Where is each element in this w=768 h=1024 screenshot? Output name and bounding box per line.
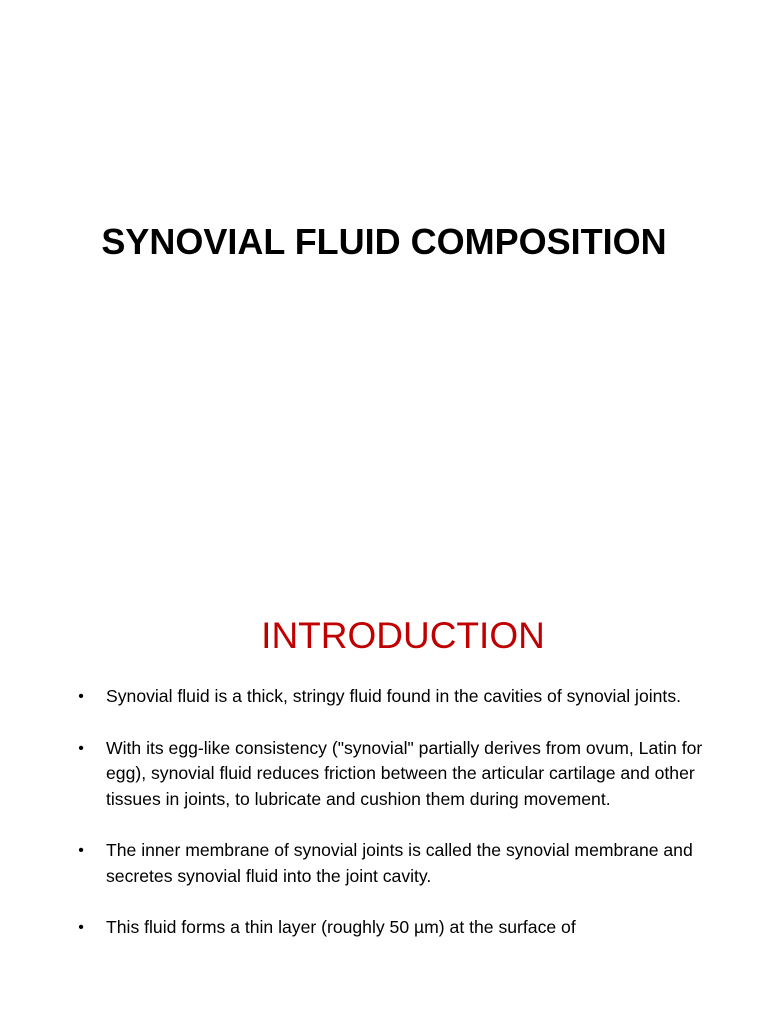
- bullet-list: [74, 684, 714, 967]
- bullet-text: Synovial fluid is a thick, stringy fluid found in the cavities of synovial joints.: [106, 686, 682, 706]
- bullet-item: [74, 736, 714, 813]
- bullet-dot-icon: •: [78, 739, 84, 757]
- bullet-text: This fluid forms a thin layer (roughly 50 µm) at the surface of: [106, 917, 576, 937]
- bullet-dot-icon: •: [78, 919, 84, 936]
- section-heading: INTRODUCTION: [261, 615, 545, 656]
- bullet-item: [74, 684, 714, 710]
- bullet-item: [74, 915, 714, 941]
- bullet-dot-icon: •: [78, 842, 84, 859]
- bullet-item: [74, 838, 714, 889]
- bullet-text: With its egg-like consistency ("synovial" partially derives from ovum, Latin for egg), synovial fluid reduces friction between the articular cartilage and other tissues in joints, to lubricate and cushion them during movement.: [106, 737, 703, 809]
- bullet-dot-icon: •: [78, 688, 84, 705]
- slide-title: SYNOVIAL FLUID COMPOSITION: [101, 221, 667, 262]
- bullet-text: The inner membrane of synovial joints is called the synovial membrane and secretes synovial fluid into the joint cavity.: [106, 840, 693, 886]
